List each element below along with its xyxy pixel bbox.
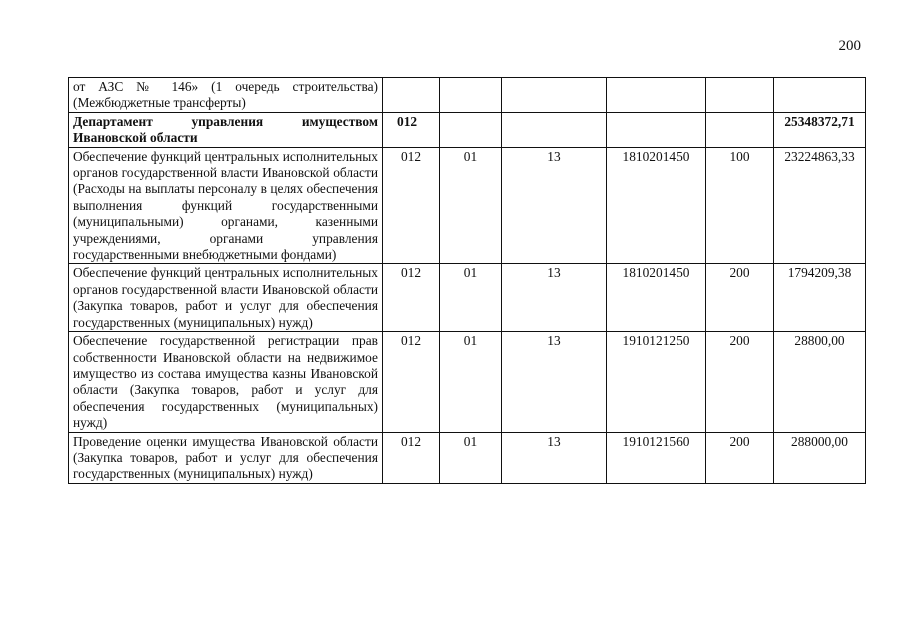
budget-table-body: [69, 78, 866, 484]
expense-type-cell: 200: [706, 332, 774, 432]
subsection-code-cell: 13: [502, 332, 607, 432]
table-row: [69, 264, 866, 332]
expense-name-cell: Департамент управления имуществом Ивановской области: [69, 112, 383, 147]
section-code-cell: 01: [440, 264, 502, 332]
amount-cell: [774, 78, 866, 113]
subsection-code-cell: [502, 78, 607, 113]
ministry-code-cell: [383, 78, 440, 113]
ministry-code-cell: 012: [383, 264, 440, 332]
subsection-code-cell: 13: [502, 432, 607, 483]
target-code-cell: 1810201450: [607, 264, 706, 332]
table-row: [69, 112, 866, 147]
expense-type-cell: [706, 78, 774, 113]
target-code-cell: [607, 78, 706, 113]
expense-name-cell: Обеспечение государственной регистрации прав собственности Ивановской области на недвижимое имущество из состава имущества казны Ивановской области (Закупка товаров, работ и услуг для обеспечения государственных (муниципальных) нужд): [69, 332, 383, 432]
ministry-code-cell: 012: [383, 432, 440, 483]
section-code-cell: 01: [440, 332, 502, 432]
amount-cell: 25348372,71: [774, 112, 866, 147]
expense-type-cell: 200: [706, 264, 774, 332]
section-code-cell: 01: [440, 147, 502, 264]
page-number: 200: [838, 38, 861, 54]
ministry-code-cell: 012: [383, 332, 440, 432]
budget-table: [68, 77, 866, 484]
table-row: [69, 332, 866, 432]
table-row: [69, 78, 866, 113]
expense-type-cell: 200: [706, 432, 774, 483]
amount-cell: 23224863,33: [774, 147, 866, 264]
expense-name-cell: Обеспечение функций центральных исполнительных органов государственной власти Ивановской области (Расходы на выплаты персоналу в целях обеспечения выполнения функций государственными (муниципальными) органами, казенными учреждениями, органами управления государственными внебюджетными фондами): [69, 147, 383, 264]
target-code-cell: 1810201450: [607, 147, 706, 264]
amount-cell: 288000,00: [774, 432, 866, 483]
section-code-cell: 01: [440, 432, 502, 483]
expense-name-cell: Обеспечение функций центральных исполнительных органов государственной власти Ивановской области (Закупка товаров, работ и услуг для обеспечения государственных (муниципальных) нужд): [69, 264, 383, 332]
target-code-cell: [607, 112, 706, 147]
subsection-code-cell: [502, 112, 607, 147]
section-code-cell: [440, 78, 502, 113]
table-row: [69, 147, 866, 264]
target-code-cell: 1910121560: [607, 432, 706, 483]
expense-name-cell: Проведение оценки имущества Ивановской области (Закупка товаров, работ и услуг для обеспечения государственных (муниципальных) нужд): [69, 432, 383, 483]
subsection-code-cell: 13: [502, 264, 607, 332]
expense-name-cell: от АЗС № 146» (1 очередь строительства) (Межбюджетные трансферты): [69, 78, 383, 113]
ministry-code-cell: 012: [383, 147, 440, 264]
amount-cell: 28800,00: [774, 332, 866, 432]
amount-cell: 1794209,38: [774, 264, 866, 332]
expense-type-cell: [706, 112, 774, 147]
target-code-cell: 1910121250: [607, 332, 706, 432]
section-code-cell: [440, 112, 502, 147]
expense-type-cell: 100: [706, 147, 774, 264]
subsection-code-cell: 13: [502, 147, 607, 264]
ministry-code-cell: 012: [383, 112, 440, 147]
table-row: [69, 432, 866, 483]
